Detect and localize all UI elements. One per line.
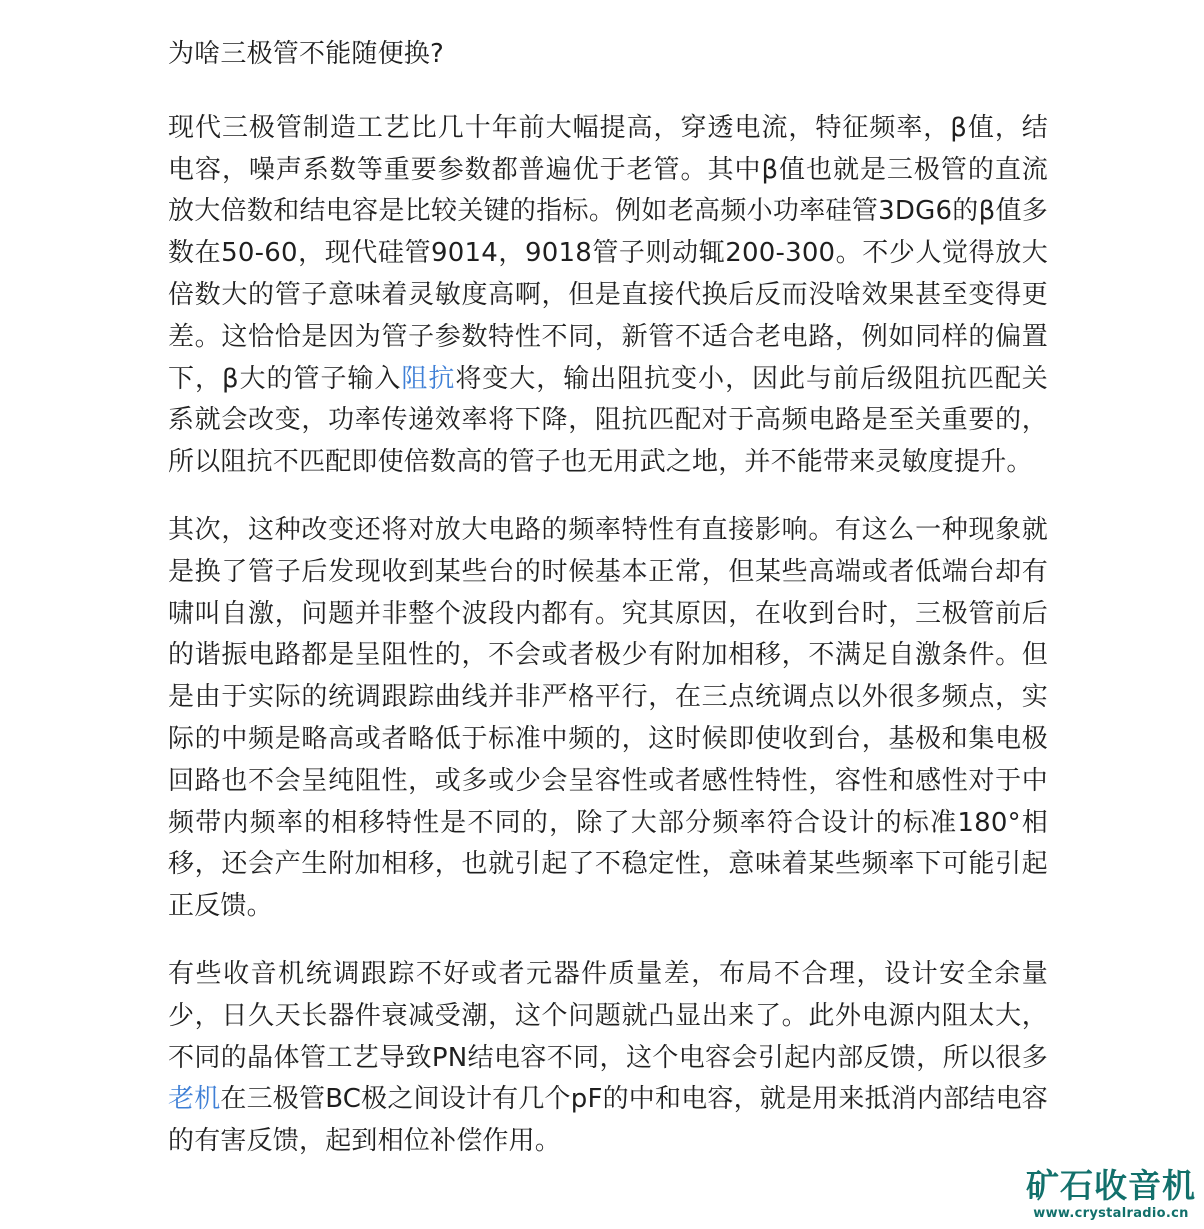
watermark-logo: 矿石收音机 <box>1026 1166 1196 1205</box>
watermark-url: www.crystalradio.cn <box>1033 1206 1189 1221</box>
paragraph-2: 其次，这种改变还将对放大电路的频率特性有直接影响。有这么一种现象就是换了管子后发现收到某些台的时候基本正常，但某些高端或者低端台却有啸叫自激，问题并非整个波段内都有。究其原因，在收到台时，三极管前后的谐振电路都是呈阻性的，不会或者极少有附加相移，不满足自激条件。但是由于实际的统调跟踪曲线并非严格平行，在三点统调点以外很多频点，实际的中频是略高或者略低于标准中频的，这时候即使收到台，基极和集电极回路也不会呈纯阻性，或多或少会呈容性或者感性特性，容性和感性对于中频带内频率的相移特性是不同的，除了大部分频率符合设计的标准180°相移，还会产生附加相移，也就引起了不稳定性，意味着某些频率下可能引起正反馈。 <box>168 514 1048 922</box>
link-impedance[interactable]: 阻抗 <box>401 363 456 394</box>
paragraph-3 <box>168 954 1048 1163</box>
paragraph-3-text-before: 有些收音机统调跟踪不好或者元器件质量差，布局不合理，设计安全余量少，日久天长器件衰减受潮，这个问题就凸显出来了。此外电源内阻太大，不同的晶体管工艺导致PN结电容不同，这个电容会引起内部反馈，所以很多 <box>168 958 1048 1073</box>
paragraph-1-text-before: 现代三极管制造工艺比几十年前大幅提高，穿透电流，特征频率，β值，结电容，噪声系数等重要参数都普遍优于老管。其中β值也就是三极管的直流放大倍数和结电容是比较关键的指标。例如老高频小功率硅管3DG6的β值多数在50-60，现代硅管9014，9018管子则动辄200-300。不少人觉得放大倍数大的管子意味着灵敏度高啊，但是直接代换后反而没啥效果甚至变得更差。这恰恰是因为管子参数特性不同，新管不适合老电路，例如同样的偏置下，β大的管子输入 <box>168 112 1048 394</box>
paragraph-3-text-after: 在三极管BC极之间设计有几个pF的中和电容，就是用来抵消内部结电容的有害反馈，起到相位补偿作用。 <box>168 1084 1049 1157</box>
paragraph-1-text-after: 将变大，输出阻抗变小，因此与前后级阻抗匹配关系就会改变，功率传递效率将下降，阻抗匹配对于高频电路是至关重要的，所以阻抗不匹配即使倍数高的管子也无用武之地，并不能带来灵敏度提升。 <box>168 363 1048 478</box>
site-watermark <box>1026 1167 1196 1223</box>
link-old-radio[interactable]: 老机 <box>168 1084 221 1115</box>
article-body <box>168 34 1048 1189</box>
article-title: 为啥三极管不能随便换? <box>168 39 445 69</box>
paragraph-1 <box>168 108 1048 484</box>
